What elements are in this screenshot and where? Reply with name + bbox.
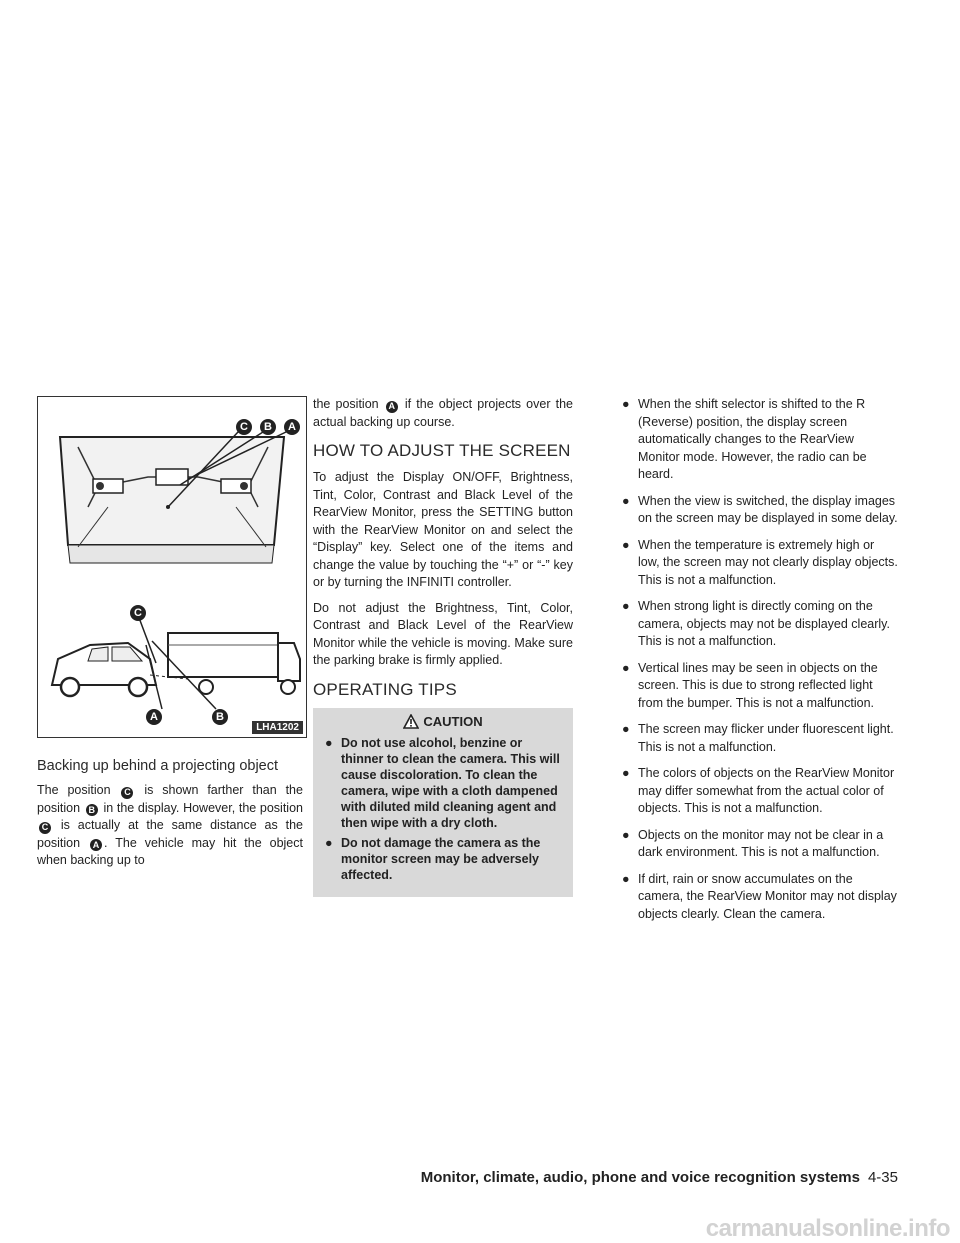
marker-a-top: A: [284, 419, 300, 435]
bullet-icon: ●: [622, 493, 630, 508]
list-item: [622, 765, 898, 818]
marker-c-inline: C: [121, 787, 133, 799]
caution-item: [325, 835, 561, 883]
bullet-icon: ●: [622, 766, 630, 780]
text-span: in the display. However, the position: [103, 800, 303, 815]
text-span: The position: [37, 783, 111, 797]
list-item: [622, 721, 898, 756]
caution-item-text: Do not use alcohol, benzine or thinner to clean the camera. This will cause discoloration. To clean the camera, wipe with a cloth dampened with diluted mild cleaning agent and then wipe with a dry cloth.: [341, 735, 560, 830]
marker-b-top: B: [260, 419, 276, 435]
bullet-icon: ●: [325, 835, 333, 850]
bullet-icon: ●: [622, 599, 630, 613]
col2-paragraph-1: [313, 396, 573, 431]
caution-label: CAUTION: [423, 713, 483, 729]
list-item-text: When the temperature is extremely high or low, the screen may not clearly display objects. This is not a malfunction.: [638, 537, 898, 587]
text-span: if the object projects over the actual backing up course.: [313, 397, 573, 429]
caution-item: [325, 735, 561, 831]
list-item: [622, 493, 898, 528]
page-footer: [0, 1169, 898, 1186]
list-item-text: Vertical lines may be seen in objects on the screen. This is due to strong reflected light from the bumper. This is not a malfunction.: [638, 660, 878, 710]
list-item: [622, 537, 898, 590]
section1-paragraph: [37, 782, 303, 870]
page-number: 4-35: [867, 1169, 898, 1186]
marker-a-side: A: [146, 709, 162, 725]
list-item-text: The colors of objects on the RearView Monitor may differ somewhat from the actual color of objects. This is not a malfunction.: [638, 766, 895, 815]
watermark: carmanualsonline.info: [705, 1215, 950, 1242]
col2-paragraph-2: To adjust the Display ON/OFF, Brightness, Tint, Color, Contrast and Black Level of the RearView Monitor, press the SETTING button with the RearView Monitor on and select the “Display” key. Select one of the items and change the value by touching the “+” or “-” key or by turning the INFINITI controller.: [313, 470, 573, 589]
caution-box: [313, 708, 573, 897]
list-item-text: When the shift selector is shifted to the R (Reverse) position, the display screen automatically changes to the RearView Monitor mode. However, the radio can be heard.: [638, 397, 867, 481]
column-2: [313, 396, 573, 897]
bullet-icon: ●: [325, 735, 333, 750]
text-span: the position: [313, 397, 379, 411]
section-heading-backing-up: Backing up behind a projecting object: [37, 758, 279, 774]
list-item-text: Objects on the monitor may not be clear in a dark environment. This is not a malfunction.: [638, 827, 884, 859]
marker-b-inline: B: [86, 804, 98, 816]
bullet-icon: ●: [622, 722, 630, 736]
text-span: . The vehicle may hit the object when backing up to: [37, 835, 303, 867]
bullet-icon: ●: [622, 397, 630, 411]
heading-adjust-screen: HOW TO ADJUST THE SCREEN: [313, 441, 571, 460]
list-item: [622, 827, 898, 862]
column-3: [622, 396, 898, 932]
col2-paragraph-3: Do not adjust the Brightness, Tint, Color, Contrast and Black Level of the RearView Monitor while the vehicle is moving. Make sure the parking brake is firmly applied.: [313, 600, 573, 667]
figure-illustration: [37, 396, 307, 738]
list-item-text: When the view is switched, the display images on the screen may be displayed in some delay.: [638, 493, 898, 525]
bullet-icon: ●: [622, 871, 630, 886]
warning-icon: [403, 714, 419, 729]
footer-section-title: Monitor, climate, audio, phone and voice recognition systems: [420, 1169, 860, 1186]
rearview-diagram: [38, 397, 306, 737]
caution-title: [325, 714, 561, 729]
caution-item-text: Do not damage the camera as the monitor screen may be adversely affected.: [341, 835, 541, 882]
figure-label: LHA1202: [252, 721, 303, 734]
marker-c-side: C: [130, 605, 146, 621]
bullet-icon: ●: [622, 660, 630, 675]
bullet-icon: ●: [622, 827, 630, 842]
list-item: [622, 871, 898, 924]
marker-c-top: C: [236, 419, 252, 435]
marker-a-inline: A: [386, 401, 398, 413]
list-item-text: The screen may flicker under fluorescent light. This is not a malfunction.: [638, 722, 894, 754]
list-item: [622, 396, 898, 484]
marker-a-inline: A: [90, 839, 102, 851]
list-item-text: If dirt, rain or snow accumulates on the camera, the RearView Monitor may not display objects clearly. Clean the camera.: [638, 871, 897, 921]
list-item: [622, 660, 898, 713]
bullet-icon: ●: [622, 537, 630, 552]
marker-c-inline: C: [39, 822, 51, 834]
marker-b-side: B: [212, 709, 228, 725]
column-1: [37, 750, 303, 878]
text-span: is shown farther than the position: [37, 783, 303, 815]
heading-operating-tips: OPERATING TIPS: [313, 679, 457, 699]
list-item: [622, 598, 898, 651]
text-span: is actually at the same distance as the position: [37, 818, 303, 850]
list-item-text: When strong light is directly coming on the camera, objects may not be displayed clearly. This is not a malfunction.: [638, 599, 890, 648]
